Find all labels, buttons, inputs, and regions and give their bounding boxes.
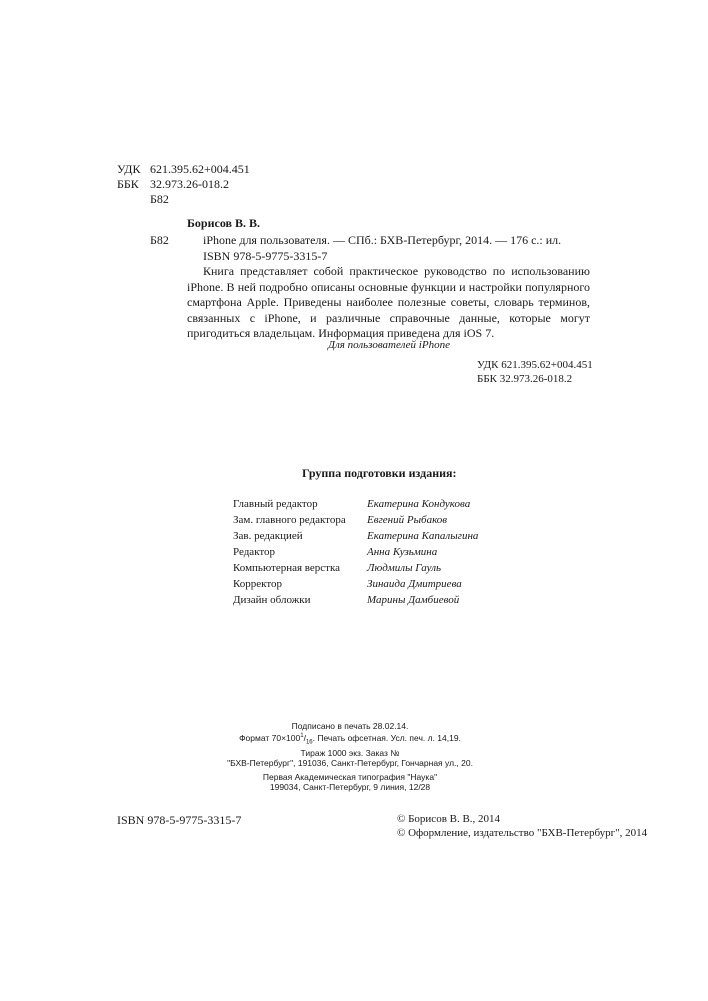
bbk-value: 32.973.26-018.2 xyxy=(150,177,229,191)
team-role: Редактор xyxy=(233,546,276,558)
imprint-print-run: Тираж 1000 экз. Заказ № xyxy=(300,747,400,758)
team-member xyxy=(233,528,478,544)
team-name: Марины Дамбиевой xyxy=(367,594,460,606)
imprint-format-rest: . Печать офсетная. Усл. печ. л. 14,19. xyxy=(312,732,461,743)
team-name: Евгений Рыбаков xyxy=(367,514,448,526)
team-member xyxy=(233,592,478,608)
imprint-printer-name: Первая Академическая типография "Наука" xyxy=(262,771,438,782)
team-member xyxy=(233,544,478,560)
udk-label: УДК xyxy=(117,162,141,176)
team-role: Главный редактор xyxy=(233,498,318,510)
author-name: Борисов В. В. xyxy=(187,216,261,230)
team-role: Зам. главного редактора xyxy=(233,514,346,526)
imprint-format-num: 1 xyxy=(300,733,304,739)
team-name: Екатерина Капалыгина xyxy=(367,530,479,542)
team-member xyxy=(233,512,478,528)
team-role: Компьютерная верстка xyxy=(233,562,341,574)
entry-author-sign: Б82 xyxy=(150,233,169,247)
imprint xyxy=(200,721,500,792)
imprint-signed: Подписано в печать 28.02.14. xyxy=(291,721,409,731)
book-title-line: iPhone для пользователя. — СПб.: БХВ-Петербург, 2014. — 176 с.: ил. xyxy=(203,233,562,247)
team-name: Екатерина Кондукова xyxy=(367,498,471,510)
annotation xyxy=(187,264,590,342)
bbk-label: ББК xyxy=(117,177,139,191)
bbk-full: ББК 32.973.26-018.2 xyxy=(477,373,573,385)
audience-note: Для пользователей iPhone xyxy=(328,339,450,351)
team-name: Зинаида Дмитриева xyxy=(367,578,462,590)
imprint-format-prefix: Формат 70×100 xyxy=(239,732,301,743)
team-member xyxy=(233,496,478,512)
imprint-printer-address: 199034, Санкт-Петербург, 9 линия, 12/28 xyxy=(269,781,431,792)
team-list xyxy=(233,496,478,608)
copyright-author: © Борисов В. В., 2014 xyxy=(397,813,501,825)
udk-value: 621.395.62+004.451 xyxy=(150,162,250,176)
udk-full: УДК 621.395.62+004.451 xyxy=(477,359,593,371)
imprint-format-den: 16 xyxy=(305,739,313,746)
team-member xyxy=(233,576,478,592)
annotation-text: Книга представляет собой практическое руководство по использованию iPhone. В ней подробно описаны основные функции и настройки популярного смартфона Apple. Приведены наиболее полезные советы, словарь терминов, связанных с iPhone, и различные справочные данные, которые могут пригодиться владельцам. Информация приведена для iOS 7. xyxy=(187,264,590,340)
entry-isbn: ISBN 978-5-9775-3315-7 xyxy=(203,249,328,263)
team-member xyxy=(233,560,478,576)
author-sign: Б82 xyxy=(150,192,169,206)
team-name: Людмилы Гауль xyxy=(367,562,442,574)
team-role: Дизайн обложки xyxy=(233,594,311,606)
copyright-design: © Оформление, издательство "БХВ-Петербург", 2014 xyxy=(397,827,648,839)
imprint-format: Формат $70\times 100^1/_{16}$. Печать офсетная. Усл. печ. л. 14,19. xyxy=(239,732,461,746)
team-heading: Группа подготовки издания: xyxy=(302,466,457,480)
footer-isbn: ISBN 978-5-9775-3315-7 xyxy=(117,813,242,827)
team-role: Корректор xyxy=(233,578,283,590)
team-name: Анна Кузьмина xyxy=(367,546,438,558)
imprint-publisher-address: "БХВ-Петербург", 191036, Санкт-Петербург, Гончарная ул., 20. xyxy=(227,757,473,768)
team-role: Зав. редакцией xyxy=(233,530,303,542)
